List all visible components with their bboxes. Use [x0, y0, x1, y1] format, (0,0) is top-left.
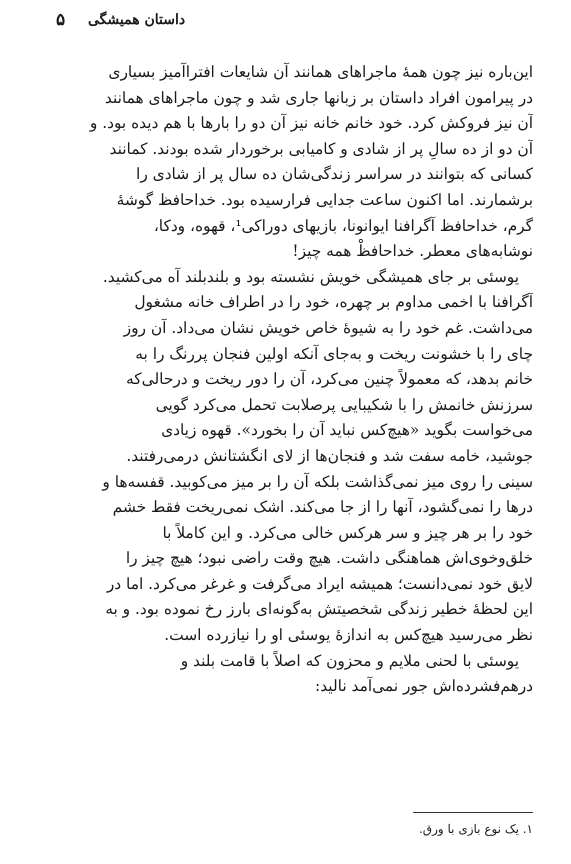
- text-line: سینی را روی میز نمی‌گذاشت بلکه آن را بر میز می‌کوبید. قفسه‌ها و: [102, 472, 533, 491]
- text-line: می‌داشت. غم خود را به شیوهٔ خاص خویش نشان می‌داد. آن روز: [123, 318, 533, 337]
- page-number: ۵: [56, 10, 66, 30]
- text-line: گرم، خداحافظ آگرافنا ایوانونا، بازیهای دوراکی¹، قهوه، ودکا،: [153, 216, 533, 235]
- text-line: جوشید، خامه سفت شد و فنجان‌ها از لای انگشتانش درمی‌رفتند.: [126, 446, 533, 465]
- text-line: این لحظهٔ خطیر زندگی شخصیتش به‌گونه‌ای بارز رخ نموده بود. و به: [105, 600, 533, 619]
- text-line: این‌باره نیز چون همهٔ ماجراهای همانند آن شایعات افتراآمیز بسیاری: [108, 63, 533, 81]
- text-line: سرزنش خانمش را با شکیبایی پرصلابت تحمل می‌کرد گویی: [155, 395, 533, 414]
- text-line: درهم‌فشرده‌اش جور نمی‌آمد نالید:: [315, 677, 533, 696]
- text-line: خانم بدهد، که معمولاً چنین می‌کرد، آن را دور ریخت و درحالی‌که: [126, 370, 533, 389]
- text-line: در پیرامون افراد داستان بر زبانها جاری شد و چون ماجراهای همانند: [104, 88, 533, 107]
- text-line: خود را بر هر چیز و سر هرکس خالی می‌کرد. و این کاملاً با: [162, 523, 533, 542]
- text-line: یوسئی با لحنی ملایم و محزون که اصلاً با قامت بلند و: [180, 651, 519, 670]
- footnote: ۱. یک نوع بازی با ورق.: [418, 822, 533, 836]
- text-line: نظر می‌رسید هیچ‌کس به اندازهٔ یوسئی او را نیازرده است.: [164, 626, 533, 645]
- text-line: لایق خود نمی‌دانست؛ همیشه ایراد می‌گرفت و غرغر می‌کرد. اما در: [106, 574, 533, 593]
- text-line: خلق‌وخوی‌اش هماهنگی داشت. هیچ وقت راضی نبود؛ هیچ چیز را: [125, 549, 533, 568]
- text-line: درها را نمی‌گشود، آنها را از جا می‌کند. اشک نمی‌ریخت فقط خشم: [112, 498, 533, 517]
- text-line: آن دو از ده سالِ پر از شادی و کامیابی برخوردار شده بودند. کمانند: [109, 139, 533, 158]
- body-text: [52, 60, 533, 700]
- text-line: نوشابه‌های معطر. خداحافظْ همه چیز!: [292, 242, 533, 261]
- page-header: [56, 10, 509, 36]
- text-line: می‌خواست بگوید «هیچ‌کس نباید آن را بخورد». قهوه زیادی: [161, 421, 533, 440]
- running-title: داستان همیشگی: [88, 12, 186, 28]
- text-line: آگرافنا با اخمی مداوم بر چهره، خود را در اطراف خانه مشغول: [134, 293, 533, 312]
- text-line: برشمارند. اما اکنون ساعت جدایی فرا‌رسیده بود. خداحافظ گوشهٔ: [116, 190, 533, 209]
- text-line: کسانی که بتوانند در سراسر زندگی‌شان ده سال پر از شادی را: [136, 165, 533, 184]
- footnote-divider: [413, 812, 533, 813]
- text-line: آن نیز فروکش کرد. خود خانم خانه نیز آن دو را بارها با هم دیده بود. و: [89, 114, 533, 133]
- text-line: یوسئی بر جای همیشگی خویش نشسته بود و بلندبلند آه می‌کشید.: [102, 267, 519, 286]
- text-line: چای را با خشونت ریخت و به‌جای آنکه اولین فنجان پررنگ را به: [135, 344, 533, 363]
